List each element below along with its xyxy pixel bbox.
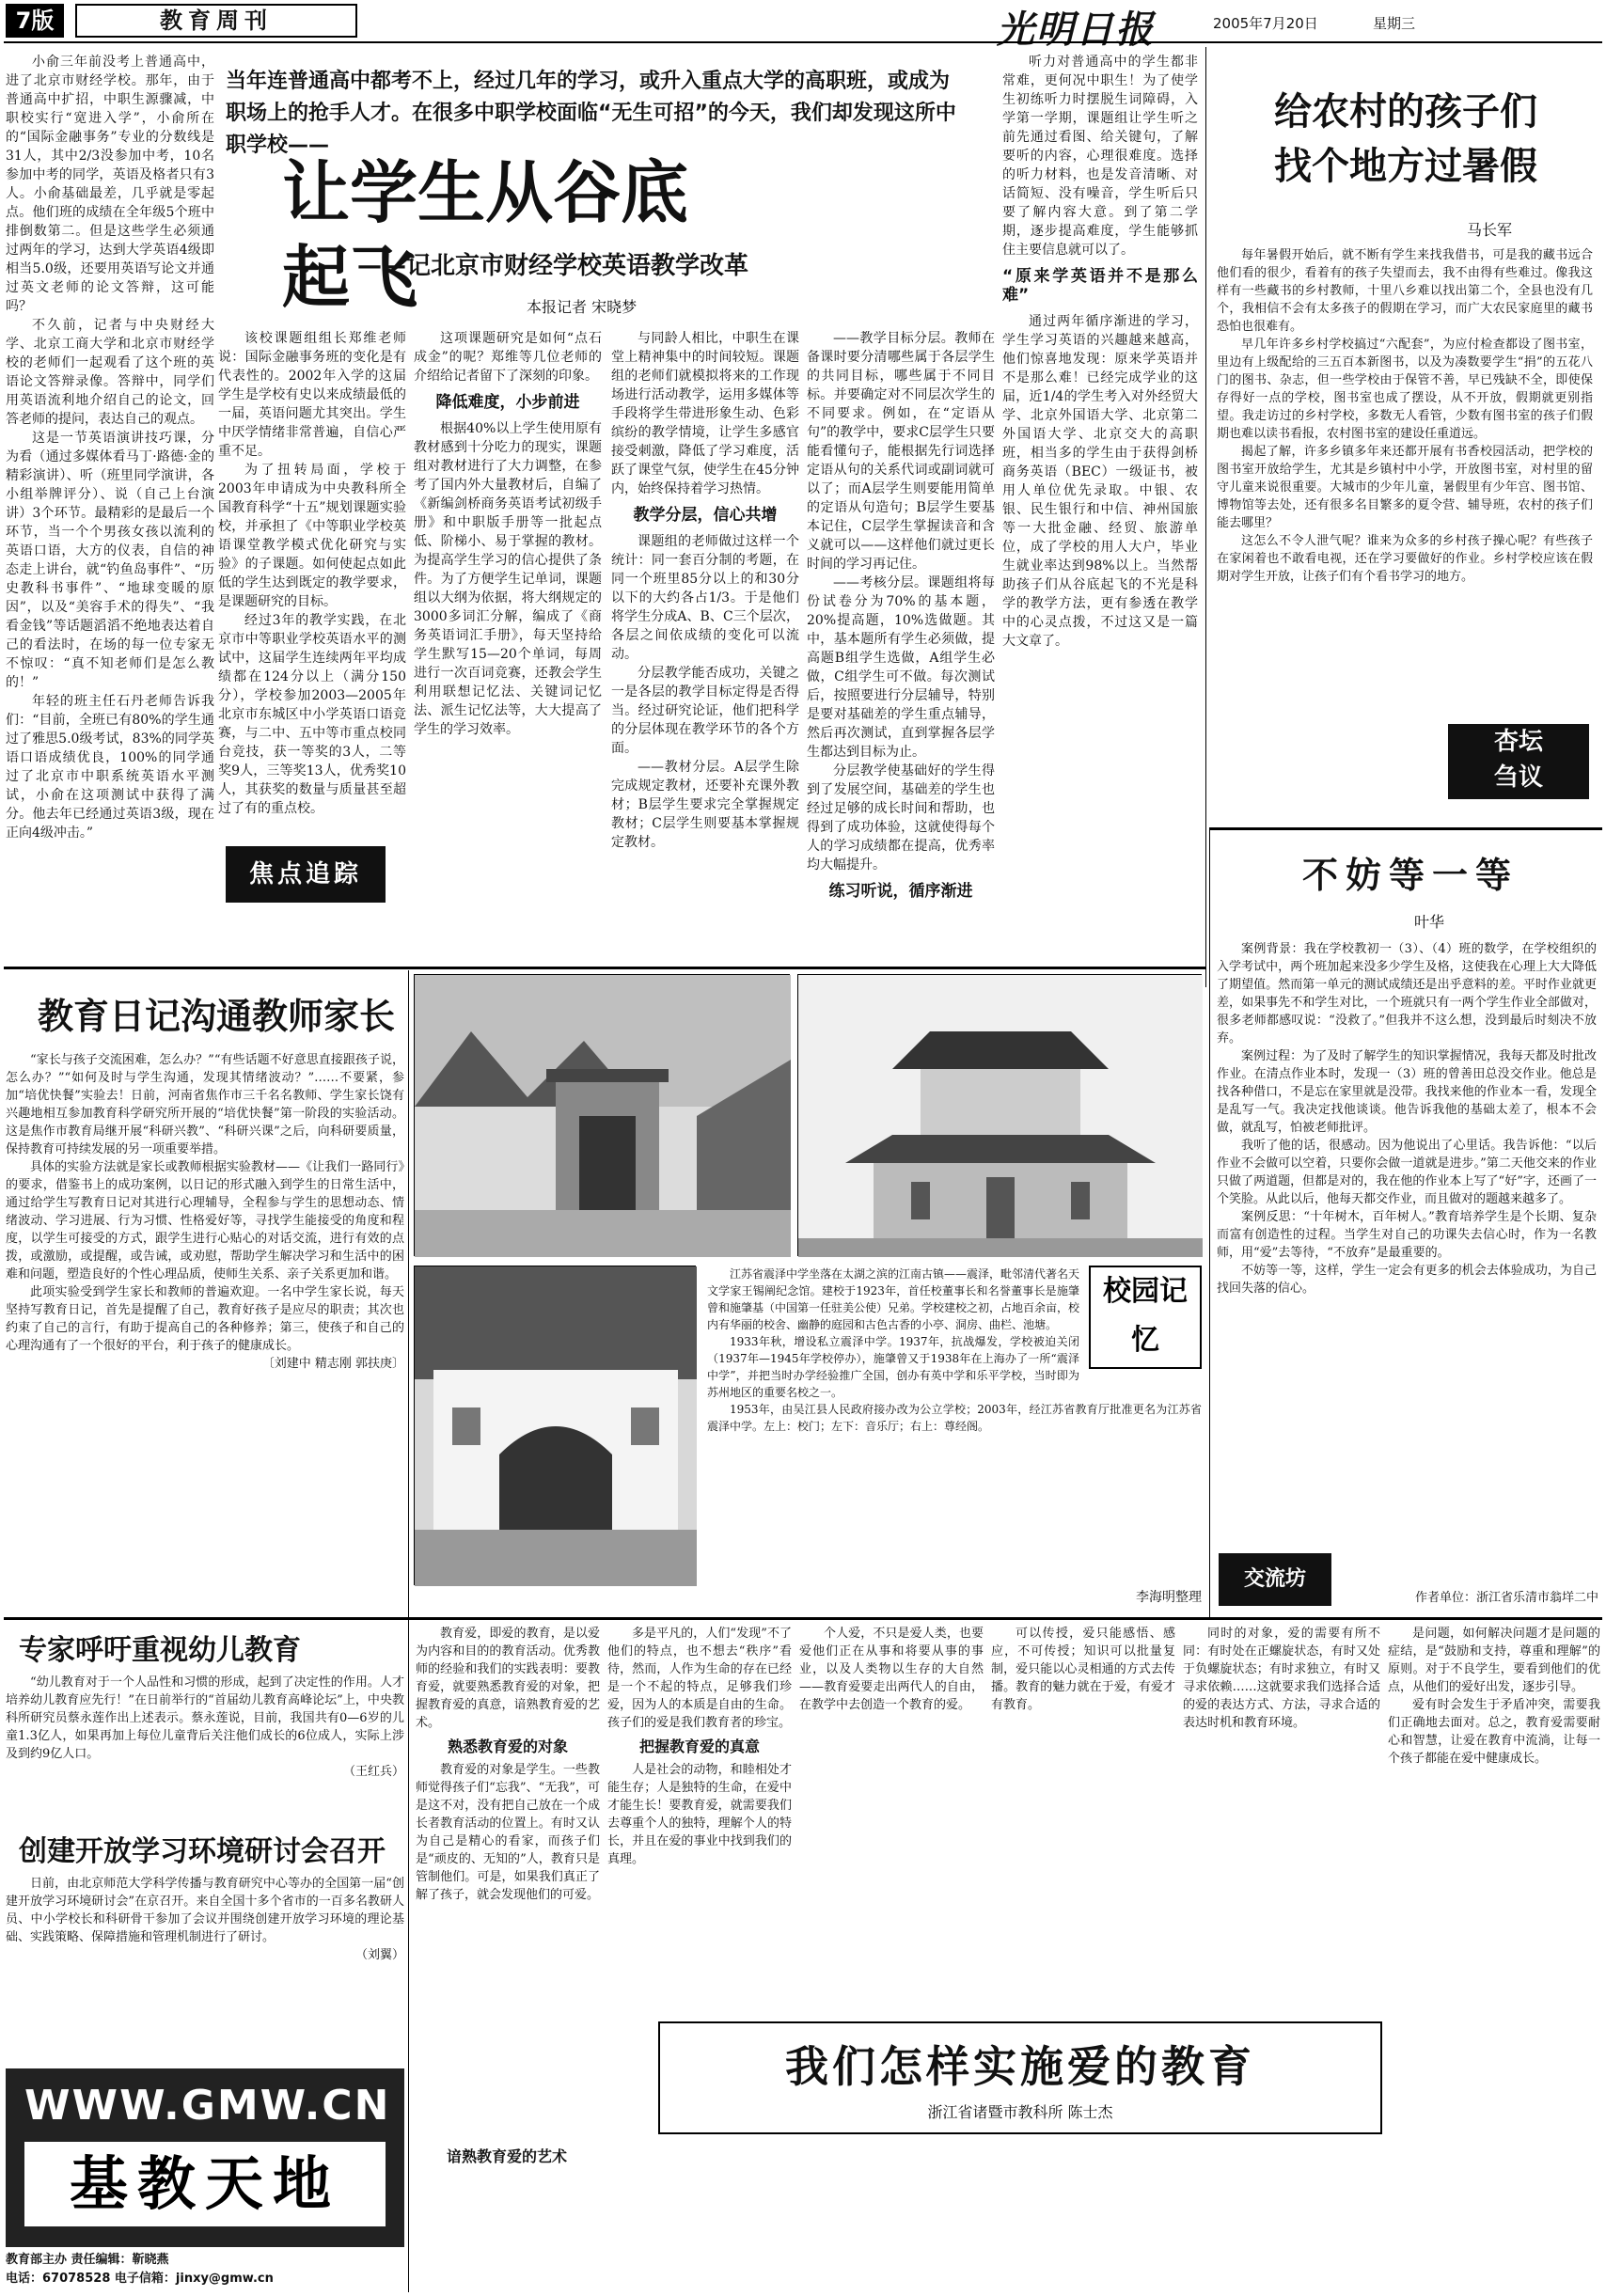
campus-caption-paragraph: 1933年秋，增设私立震泽中学。1937年，抗战爆发，学校被迫关闭（1937年—1945年学校停办），施肇曾又于1938年在上海办了一所“震泽中学”，并把当时办学经验推广全国，创办有英中学和乐平学校，当时即为苏州地区的重要名校之一。 xyxy=(707,1335,1079,1399)
column-divider xyxy=(408,1619,409,2292)
footer-email: 电子信箱：jinxy@gmw.cn xyxy=(114,2272,274,2286)
love-paragraph: 同时的对象，爱的需要有所不同：有时处在正螺旋状态，有时又处于负螺旋状态；有时求独立，有时又寻求依赖……这就要求我们选择合适的爱的表达方式、方法，寻求合适的表达时机和教育环境。 xyxy=(1183,1627,1380,1730)
campus-credit: 李海明整理 xyxy=(1136,1590,1202,1605)
lead-paragraph: ——教学目标分层。教师在备课时要分清哪些属于各层学生的共同目标，哪些属于不同目标。并要确定对不同层次学生的不同要求。例如，在“定语从句”的教学中，要求C层学生只要能看懂句子，能根据先行词选择定语从句的关系代词或副词就可以了；而A层学生则要能用简单的定语从句造句；B层学生要基本记住，C层学生掌握读音和含义就可以——这样他们就过更长时间的学习再记住。 xyxy=(807,331,995,572)
xingtan-badge xyxy=(1448,724,1589,799)
photo-music-hall xyxy=(414,1266,696,1585)
issue-date: 2005年7月20日 xyxy=(1213,15,1318,32)
love-title: 我们怎样实施爱的教育 xyxy=(785,2041,1255,2092)
pavilion-image xyxy=(798,975,1203,1257)
love-col-3 xyxy=(799,1625,984,2038)
love-paragraph: 教育爱，即爱的教育，是以爱为内容和目的的教育活动。优秀教师的经验和我们的实践表明：要教育爱，就要熟悉教育爱的对象，把握教育爱的真意，谙熟教育爱的艺术。 xyxy=(416,1627,600,1730)
lead-byline: 本报记者 宋晓梦 xyxy=(527,298,638,316)
news2-body xyxy=(6,1875,404,2063)
lead-col-3 xyxy=(414,329,602,837)
lead-subhead: “原来学英语并不是那么难” xyxy=(1002,267,1198,305)
wait-body xyxy=(1217,940,1597,1542)
wait-title: 不妨等一等 xyxy=(1301,855,1519,896)
wait-paragraph: 不妨等一等，这样，学生一定会有更多的机会去体验成功，为自己找回失落的信心。 xyxy=(1217,1264,1597,1296)
love-paragraph: 可以传授，爱只能感悟、感应，不可传授；知识可以批量复制，爱只能以心灵相通的方式去传播。教育的魅力就在于爱，有爱才有教育。 xyxy=(991,1627,1175,1712)
lead-paragraph: 为了扭转局面，学校于2003年申请成为中央教科所全国教育科学“十五”规划课题实验校，并承担了《中等职业学校英语课堂教学模式优化研究与实验》的子课题。如何使起点如此低的学生达到既定的教学要求，是课题研究的目标。 xyxy=(218,463,406,609)
diary-paragraph: 此项实验受到学生家长和教师的普遍欢迎。一名中学生家长说，每天坚持写教育日记，首先是提醒了自己，教育好孩子是应尽的职责；其次也约束了自己的言行，有助于提高自己的各种修养；第三，使孩子和自己的心理沟通有了一个很好的平台，利于孩子的健康成长。 xyxy=(6,1285,404,1353)
campus-caption-paragraph: 1953年，由吴江县人民政府接办改为公立学校；2003年，经江苏省教育厅批准更名为江苏省震泽中学。左上：校门；左下：音乐厅；右上：尊经阁。 xyxy=(707,1403,1202,1433)
lead-title: 让学生从谷底起飞 xyxy=(282,153,689,317)
section-divider xyxy=(4,967,1205,969)
wait-paragraph: 案例过程：为了及时了解学生的知识掌握情况，我每天都及时批改作业。在清点作业本时，发现一（3）班的曾善田总没交作业。他总是找各种借口，不是忘在家里就是没带。我找来他的作业本一看，发现全是乱写一气。我决定找他谈谈。他告诉我他的基础太差了，根本不会做，就乱写，怕被老师批评。 xyxy=(1217,1049,1597,1135)
photo-zunjing-pavilion xyxy=(797,974,1202,1256)
lead-paragraph: 不久前，记者与中央财经大学、北京工商大学和北京市财经学校的老师们一起观看了这个班的英语论文答辩录像。答辩中，同学们用英语流利地介绍自己的论文，回答老师的提问，表达自己的观点。 xyxy=(6,318,214,427)
lead-paragraph: 听力对普通高中的学生都非常难，更何况中职生！为了使学生初练听力时摆脱生词障碍，入学第一学期，课题组让学生听之前先通过看图、给关键句，了解要听的内容，心理很难度。选择的听力材料，也是发音清晰、对话简短、没有噪音，学生听后只要了解内容大意。到了第二学期，逐步提高难度，学生能够抓住主要信息就可以了。 xyxy=(1002,55,1198,258)
lead-paragraph: 经过3年的教学实践，在北京市中等职业学校英语水平的测试中，这届学生连续两年平均成绩都在124分以上（满分150分），学校参加2003—2005年北京市东城区中小学英语口语竞赛，与二中、五中等市重点校同台竞技，获一等奖的3人，二等奖9人，三等奖13人，优秀奖10人，其获奖的数量与质量甚至超过了有的重点校。 xyxy=(218,613,406,816)
love-paragraph: 教育爱的对象是学生。一些教师觉得孩子们“忘我”、“无我”，可是这不对，没有把自己放在一个成长者教育活动的位置上。有时又认为自己是精心的看家，而孩子们是“顽皮的、无知的”人，教育只是管制他们。可是，如果我们真正了解了孩子，就会发现他们的可爱。 xyxy=(416,1763,600,1902)
paper-name: 光明日报 xyxy=(997,8,1155,52)
section-name: 教育周刊 xyxy=(75,4,357,38)
love-paragraph: 人是社会的动物，和睦相处才能生存；人是独特的生命，在爱中才能生长！要教育爱，就需要我们去尊重个人的独特，理解个人的特长，并且在爱的事业中找到我们的真理。 xyxy=(607,1763,792,1866)
news2-credit: （刘翼） xyxy=(354,1948,404,1962)
footer-editor: 责任编辑：靳晓燕 xyxy=(71,2253,169,2267)
exchange-badge: 交流坊 xyxy=(1219,1553,1331,1606)
summer-paragraph: 早几年许多乡村学校搞过“六配套”，为应付检查都设了图书室，里边有上级配给的三五百本新图书，以及为凑数要学生“捐”的五花八门的图书、杂志，但一些学校由于保管不善，早已残缺不全，即使保存得好一点的学校，图书室也成了摆设，从不开放，假期就更别指望。我走访过的乡村学校，多数无人看管，少数有图书室的孩子们假期也难以读书看报，农村图书室的建设任重道远。 xyxy=(1217,338,1593,441)
love-paragraph: 是问题，如何解决问题才是问题的症结，是“鼓励和支持，尊重和理解”的原则。对于不良学生，要看到他们的优点，从他们的爱好出发，逐步引导。 xyxy=(1388,1627,1600,1694)
wait-paragraph: 案例反思：“十年树木，百年树人。”教育培养学生是个长期、复杂而富有创造性的过程。当学生对自己的功课失去信心时，作为一名教师，用“爱”去等待，“不放弃”是最重要的。 xyxy=(1217,1210,1597,1260)
lead-paragraph: 根据40%以上学生使用原有教材感到十分吃力的现实，课题组对教材进行了大力调整，在参考了国内外大量教材后，自编了《新编剑桥商务英语考试初级手册》和中职版手册等一批起点低、阶梯小、易于掌握的教材。为提高学生学习的信心提供了条件。为了方便学生记单词，课题组以大纲为依据，将大纲规定的3000多词汇分解，编成了《商务英语词汇手册》，每天坚持给学生默写15—20个单词，每周进行一次百词竞赛，还教会学生利用联想记忆法、关键词记忆法、派生记忆法等，大大提高了学生的学习效率。 xyxy=(414,421,602,737)
column-divider xyxy=(1209,827,1210,1617)
lead-paragraph: 小俞三年前没考上普通高中，进了北京市财经学校。那年，由于普通高中扩招，中职生源骤减，中职校实行“宽进入学”，小俞所在的“国际金融事务”专业的分数线是31人，其中2/3没参加中考，10名参加中考的同学，英语及格者只有3人。小俞基础最差，几乎就是零起点。他们班的成绩在全年级5个班中排倒数第二。但是这些学生必须通过两年的学习，达到大学英语4级即相当5.0级，还要用英语写论文并通过英文老师的论文答辩，这可能吗？ xyxy=(6,55,214,314)
lead-col-5 xyxy=(807,329,995,901)
photo-school-gate xyxy=(414,974,790,1256)
campus-memory-logo: 校园记忆 xyxy=(1089,1266,1202,1369)
focus-tracking-badge: 焦点追踪 xyxy=(226,846,386,903)
brand-box xyxy=(6,2068,404,2247)
love-col-5 xyxy=(1183,1625,1380,2038)
site-url: WWW.GMW.CN xyxy=(24,2082,391,2130)
music-hall-image xyxy=(415,1266,697,1586)
wait-paragraph: 案例背景：我在学校教初一（3）、（4）班的数学，在学校组织的入学考试中，两个班加起来没多少学生及格，这使我在心理上大大降低了期望值。然而第一单元的测试成绩还是出乎意料的差。平时作业就更差，如果事先不和学生对比，一个班就只有一两个学生作业全部做对，很多老师都感叹说：“没救了。”但我并不这么想，没到最后时刻决不放弃。 xyxy=(1217,942,1597,1046)
summer-body xyxy=(1217,246,1593,792)
summer-title-line1: 给农村的孩子们 xyxy=(1274,90,1537,134)
badge-line: 刍议 xyxy=(1493,763,1543,792)
lead-subhead: 降低难度，小步前进 xyxy=(435,393,580,412)
lead-paragraph: ——教材分层。A层学生除完成规定教材，还要补充课外教材；B层学生要求完全掌握规定教材；C层学生则要基本掌握规定教材。 xyxy=(611,760,799,850)
lead-col-6 xyxy=(1002,53,1198,955)
issue-weekday: 星期三 xyxy=(1373,15,1416,32)
summer-author: 马长军 xyxy=(1467,221,1513,239)
lead-paragraph: 分层教学能否成功，关键之一是各层的教学目标定得是否得当。经过研究论证，他们把科学的分层体现在教学环节的各个方面。 xyxy=(611,666,799,756)
love-subhead: 熟悉教育爱的对象 xyxy=(447,1738,568,1755)
summer-title xyxy=(1213,85,1598,207)
footer-label: 教育部主办 xyxy=(6,2253,68,2267)
summer-paragraph: 揭起了解，许多乡镇多年来还都开展有书香校园活动，把学校的图书室开放给学生，尤其是乡镇村中小学，开放图书室，对村里的留守儿童来说很重要。大城市的少年儿童，暑假里有少年宫、图书馆、博物馆等去处，还有很多名目繁多的夏令营、辅导班，农村的孩子们能去哪里？ xyxy=(1217,445,1593,530)
lead-paragraph: 课题组的老师做过这样一个统计：同一套百分制的考题，在同一个班里85分以上的和30分以下的大约各占1/3。于是他们将学生分成A、B、C三个层次，各层之间依成绩的变化可以流动。 xyxy=(611,534,799,662)
lead-paragraph: 这项课题研究是如何“点石成金”的呢？郑维等几位老师的介绍给记者留下了深刻的印象。 xyxy=(414,331,602,384)
love-author: 浙江省诸暨市教科所 陈士杰 xyxy=(927,2103,1113,2121)
diary-paragraph: “家长与孩子交流困难，怎么办？”“有些话题不好意思直接跟孩子说，怎么办？”“如何及时与学生沟通，发现其情绪波动？”……不要紧，参加“培优快餐”实验去！日前，河南省焦作市三千名名教师、学生家长饶有兴趣地相互参加教育科学研究所开展的“培优快餐”第一阶段的实验活动。这是焦作市教育局继开展“科研兴教”、“科研兴课”之后，向科研要质量，保持教育可持续发展的另一项重要举措。 xyxy=(6,1053,404,1156)
love-subhead: 谙熟教育爱的艺术 xyxy=(446,2147,567,2165)
lead-paragraph: 这是一节英语演讲技巧课，分为看（通过多媒体看马丁·路德·金的精彩演讲）、听（班里同学演讲，各小组举牌评分）、说（自己上台演讲）3个环节。最精彩的是最后一个环节，当一个个男孩女孩以流利的英语口语，大方的仪表，自信的神态走上讲台，就“钓鱼岛事件”、“历史教科书事件”、“地球变暖的原因”，以及“美容手术的得失”、“我看金钱”等话题滔滔不绝地表达着自己的看法时，在场的每一位专家无不惊叹：“真不知老师们是怎么教的！” xyxy=(6,431,214,690)
column-divider xyxy=(1205,47,1206,987)
campus-caption xyxy=(707,1266,1202,1566)
diary-title: 教育日记沟通教师家长 xyxy=(38,996,396,1037)
news1-title: 专家呼吁重视幼儿教育 xyxy=(19,1634,301,1667)
wait-author: 叶华 xyxy=(1413,913,1444,931)
love-paragraph: 个人爱，不只是爱人类，也要爱他们正在从事和将要从事的事业，以及人类物以生存的大自然——教育爱要走出两代人的自由，在教学中去创造一个教育的爱。 xyxy=(799,1627,984,1712)
love-lower-columns xyxy=(416,2144,1380,2292)
lead-intro: 当年连普通高中都考不上，经过几年的学习，或升入重点大学的高职班，或成为职场上的抢手人才。在很多中职学校面临“无生可招”的今天，我们却发现这所中职学校—— xyxy=(226,70,956,157)
lead-left-column xyxy=(6,53,214,918)
news1-credit: （王红兵） xyxy=(342,1765,404,1779)
summer-paragraph: 这怎么不令人泄气呢？谁来为众多的乡村孩子操心呢？有些孩子在家闲着也不敢看电视，还在学习要做好的作业。乡村学校应该在假期对学生开放，让孩子们有个看书学习的地方。 xyxy=(1217,534,1593,584)
badge-line: 杏坛 xyxy=(1493,728,1543,756)
lead-paragraph: 该校课题组组长郑维老师说：国际金融事务班的变化是有代表性的。2002年入学的这届学生是学校有史以来成绩最低的一届，英语问题尤其突出。学生中厌学情绪非常普遍，自信心严重不足。 xyxy=(218,331,406,459)
page-number: 7版 xyxy=(6,4,64,38)
love-title-box xyxy=(658,2021,1382,2134)
lead-subhead: 练习听说，循序渐进 xyxy=(828,882,973,901)
masthead-rule xyxy=(4,41,1602,43)
lead-paragraph: 年轻的班主任石丹老师告诉我们：“目前，全班已有80%的学生通过了雅思5.0级考试，83%的同学英语口语成绩优良，100%的同学通过了北京市中职系统英语水平测试，小俞在这项测试中获得了满分。他去年已经通过英语3级，现在正向4级冲击。” xyxy=(6,694,214,841)
lead-col-2 xyxy=(218,329,406,818)
news2-paragraph: 日前，由北京师范大学科学传播与教育研究中心等办的全国第一届“创建开放学习环境研讨会”在京召开。来自全国十多个省市的一百多名教研人员、中小学校长和科研骨干参加了会议并围绕创建开放学习环境的理论基础、实践策略、保障措施和管理机制进行了研讨。 xyxy=(6,1877,404,1944)
lead-paragraph: 与同龄人相比，中职生在课堂上精神集中的时间较短。课题组的老师们就模拟将来的工作现场进行活动教学，运用多媒体等手段将学生带进形象生动、色彩缤纷的教学情境，让学生多感官接受刺激，降低了学习难度，活跃了课堂气氛，使学生在45分钟内，始终保持着学习热情。 xyxy=(611,331,799,496)
summer-paragraph: 每年暑假开始后，就不断有学生来找我借书，可是我的藏书远合他们看的很少，看着有的孩子失望而去，我不由得有些难过。像我这样有一些藏书的乡村教师，十里八乡难以找出第二个，全县也没有几个，我相信不会有太多孩子的假期在学习，而广大农民家庭里的藏书恐怕也很难有。 xyxy=(1217,248,1593,334)
diary-paragraph: 具体的实验方法就是家长或教师根据实验教材——《让我们一路同行》的要求，借鉴书上的成功案例，以日记的形式融入到学生的日常生活中，通过给学生写教育日记对其进行心理辅导，全程参与学生的思想动态、情绪波动、学习进展、行为习惯、性格爱好等，寻找学生能接受的角度和程度，以学生可接受的方式，跟学生进行心贴心的对话交流，进行有效的点拨，或激励，或提醒，或告诫，或劝慰，帮助学生解决学习和生活中的困难和问题，塑造良好的个性心理品质，使师生关系、亲子关系更加和谐。 xyxy=(6,1160,404,1282)
news1-body xyxy=(6,1674,404,1815)
love-col-6 xyxy=(1388,1625,1600,2288)
page-footer xyxy=(6,2251,410,2292)
lead-subtitle: ——记北京市财经学校英语教学改革 xyxy=(357,252,749,280)
love-paragraph: 爱有时会发生于矛盾冲突，需要我们正确地去面对。总之，教育爱需要耐心和智慧，让爱在教育中流淌，让每一个孩子都能在爱中健康成长。 xyxy=(1388,1698,1600,1766)
section-divider xyxy=(1209,827,1602,830)
wait-paragraph: 我听了他的话，很感动。因为他说出了心里话。我告诉他：“以后作业不会做可以空着，只要你会做一道就是进步。”第二天他交来的作业只做了两道题，但都是对的，我在他的作业本上写了“好”字，还画了一个笑脸。从此以后，他每天都交作业，而且做对的题越来越多了。 xyxy=(1217,1139,1597,1206)
footer-tel: 电话：67078528 xyxy=(6,2272,111,2286)
news1-paragraph: “幼儿教育对于一个人品性和习惯的形成，起到了决定性的作用。人才培养幼儿教育应先行！”在日前举行的“首届幼儿教育高峰论坛”上，中央教科所研究员蔡永莲作出上述表示。蔡永莲说，目前，我国共有0—6岁的儿童1.3亿人，如果再加上每位儿童背后关注他们成长的6位成人，实际上涉及到约9亿人口。 xyxy=(6,1675,404,1761)
lead-paragraph: 通过两年循序渐进的学习，学生学习英语的兴趣越来越高，他们惊喜地发现：原来学英语并不是那么难！已经完成学业的这届，近1/4的学生考入对外经贸大学、北京外国语大学、北京第二外国语大学、北京交大的高职班，相当多的学生由于获得剑桥商务英语（BEC）一级证书，被用人单位优先录取。中银、农银、民生银行和中信、神州国旅等一大批金融、经贸、旅游单位，成了学校的用人大户，毕业生就业率达到98%以上。当然帮助孩子们从谷底起飞的不光是科学的教学方法，更有参透在教学中的心灵点拨，不过这又是一篇大文章了。 xyxy=(1002,314,1198,649)
wait-byline: 作者单位：浙江省乐清市翁垟二中 xyxy=(1414,1591,1598,1605)
love-col-4 xyxy=(991,1625,1175,2038)
campus-caption-paragraph: 江苏省震泽中学坐落在太湖之滨的江南古镇——震泽，毗邻清代著名天文学家王锡阐纪念馆。建校于1923年，首任校董事长和名誉董事长是施肇曾和施肇基（中国第一任驻美公使）兄弟。学校建校之初，占地百余亩，校内有华丽的校舍、幽静的庭园和古色古香的小亭、洞房、曲栏、池塘。 xyxy=(707,1267,1080,1331)
column-divider xyxy=(408,970,409,1617)
diary-credit: 〔刘建中 精志刚 郭扶庚〕 xyxy=(261,1357,404,1371)
lead-paragraph: 分层教学使基础好的学生得到了发展空间，基础差的学生也经过足够的成长时间和帮助，也得到了成功体验，这就使得每个人的学习成绩都在提高，优秀率均大幅提升。 xyxy=(807,763,995,873)
lead-paragraph: ——考核分层。课题组将每份试卷分为70%的基本题，20%提高题，10%选做题。其中，基本题所有学生必须做，提高题B组学生选做，A组学生必做，C组学生可不做。每次测试后，按照要进行分层辅导，特别是要对基础差的学生重点辅导，然后再次测试，直到掌握各层学生都达到目标为止。 xyxy=(807,575,995,760)
love-col-1 xyxy=(416,1625,600,2038)
love-paragraph: 多是平凡的，人们“发现”不了他们的特点，也不想去“秩序”看待，然而，人作为生命的存在已经是一个不起的特点，足够我们珍爱，因为人的本质是自由的生命。孩子们的爱是我们教育者的珍宝。 xyxy=(607,1627,792,1730)
diary-body xyxy=(6,1051,404,1634)
school-gate-image xyxy=(415,975,791,1257)
lead-col-4 xyxy=(611,329,799,850)
love-subhead: 把握教育爱的真意 xyxy=(638,1738,760,1755)
love-col-2 xyxy=(607,1625,792,2038)
masthead xyxy=(0,0,1606,52)
lead-subhead: 教学分层，信心共增 xyxy=(633,506,778,525)
summer-title-line2: 找个地方过暑假 xyxy=(1274,145,1537,188)
news2-title: 创建开放学习环境研讨会召开 xyxy=(19,1835,386,1868)
brand-title: 基教天地 xyxy=(24,2142,386,2226)
